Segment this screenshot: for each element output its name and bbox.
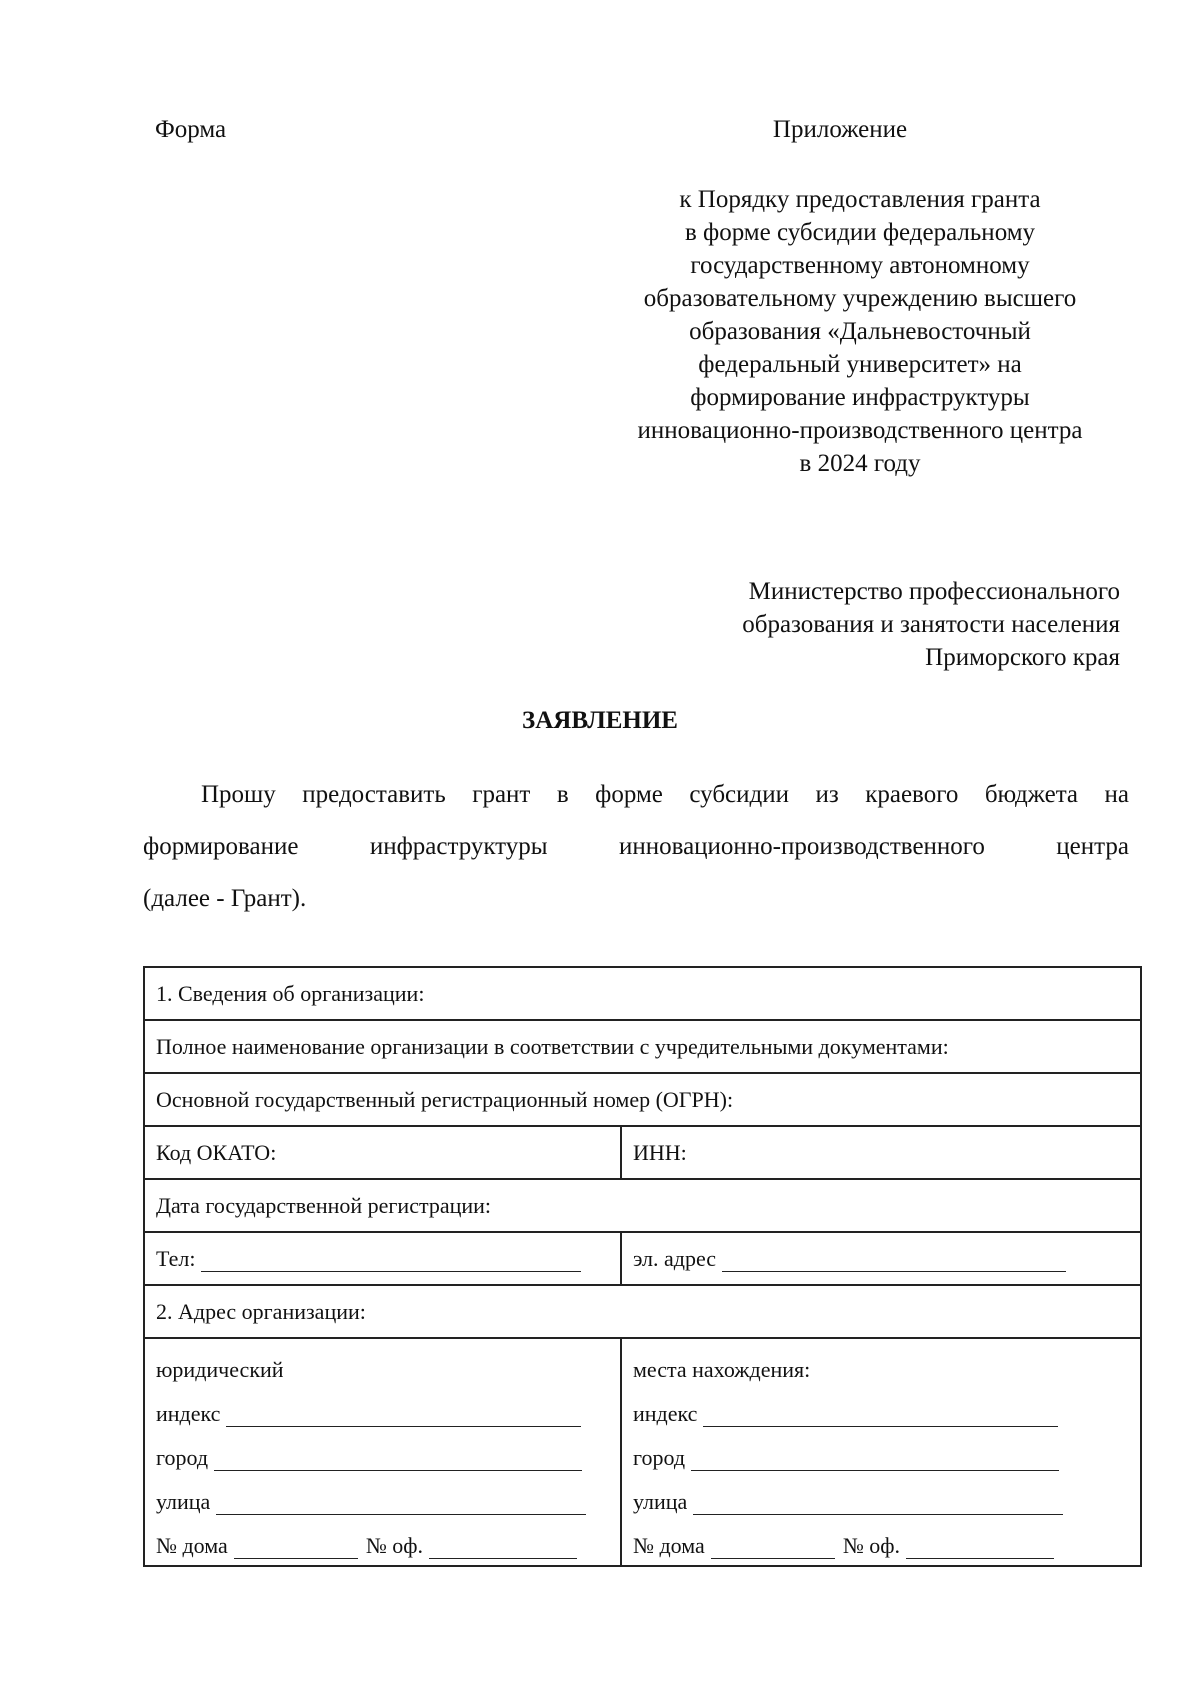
okato-field[interactable]: Код ОКАТО: — [144, 1126, 621, 1179]
legal-address-title: юридический — [156, 1357, 284, 1382]
phone-input-line[interactable] — [201, 1249, 581, 1272]
phone-cell — [144, 1232, 621, 1285]
request-line: Прошу предоставить грант в форме субсидии из краевого бюджета на — [201, 781, 1129, 808]
location-index-input[interactable] — [703, 1404, 1058, 1427]
location-city-input[interactable] — [691, 1448, 1059, 1471]
appendix-line: в 2024 году — [799, 450, 921, 477]
email-input-line[interactable] — [722, 1249, 1066, 1272]
appendix-line: государственному автономному — [690, 252, 1030, 279]
location-index-label: индекс — [633, 1401, 698, 1426]
location-city-label: город — [633, 1445, 686, 1470]
legal-index-input[interactable] — [226, 1404, 581, 1427]
appendix-line: федеральный университет» на — [698, 351, 1022, 378]
request-line: (далее - Грант). — [143, 885, 307, 912]
addressee-line: образования и занятости населения — [742, 611, 1120, 638]
application-form-table — [143, 966, 1142, 1567]
appendix-line: образования «Дальневосточный — [689, 318, 1031, 345]
ogrn-field[interactable]: Основной государственный регистрационный номер (ОГРН): — [144, 1073, 1141, 1126]
legal-address-cell — [144, 1338, 621, 1566]
full-name-field[interactable]: Полное наименование организации в соответствии с учредительными документами: — [144, 1020, 1141, 1073]
section-organization-info: 1. Сведения об организации: — [144, 967, 1141, 1020]
appendix-line: инновационно-производственного центра — [637, 417, 1083, 444]
addressee — [520, 575, 1120, 674]
addressee-line: Приморского края — [925, 644, 1120, 671]
location-house-label: № дома — [633, 1533, 705, 1558]
request-line: формирование инфраструктуры инновационно-производственного центра — [143, 833, 1129, 860]
addressee-line: Министерство профессионального — [748, 578, 1120, 605]
legal-city-input[interactable] — [214, 1448, 582, 1471]
request-paragraph — [143, 769, 1129, 925]
location-street-input[interactable] — [693, 1492, 1063, 1515]
appendix-title: Приложение — [772, 116, 908, 143]
legal-street-label: улица — [156, 1489, 211, 1514]
legal-city-label: город — [156, 1445, 209, 1470]
section-organization-address: 2. Адрес организации: — [144, 1285, 1141, 1338]
location-address-title: места нахождения: — [633, 1357, 811, 1382]
legal-index-label: индекс — [156, 1401, 221, 1426]
location-street-label: улица — [633, 1489, 688, 1514]
appendix-reference — [590, 183, 1130, 480]
legal-office-label: № оф. — [365, 1533, 424, 1558]
inn-field[interactable]: ИНН: — [621, 1126, 1141, 1179]
appendix-line: формирование инфраструктуры — [690, 384, 1030, 411]
appendix-line: в форме субсидии федеральному — [684, 219, 1036, 246]
appendix-line: к Порядку предоставления гранта — [679, 186, 1041, 213]
registration-date-field[interactable]: Дата государственной регистрации: — [144, 1179, 1141, 1232]
legal-house-input[interactable] — [234, 1536, 358, 1559]
appendix-line: образовательному учреждению высшего — [643, 285, 1077, 312]
document-title: ЗАЯВЛЕНИЕ — [522, 707, 678, 734]
location-office-input[interactable] — [906, 1536, 1054, 1559]
legal-street-input[interactable] — [216, 1492, 586, 1515]
legal-office-input[interactable] — [429, 1536, 577, 1559]
legal-house-label: № дома — [156, 1533, 228, 1558]
location-house-input[interactable] — [711, 1536, 835, 1559]
phone-label: Тел: — [156, 1245, 196, 1271]
form-label: Форма — [155, 116, 227, 143]
location-office-label: № оф. — [842, 1533, 901, 1558]
email-label: эл. адрес — [633, 1245, 717, 1271]
location-address-cell — [621, 1338, 1141, 1566]
email-cell — [621, 1232, 1141, 1285]
